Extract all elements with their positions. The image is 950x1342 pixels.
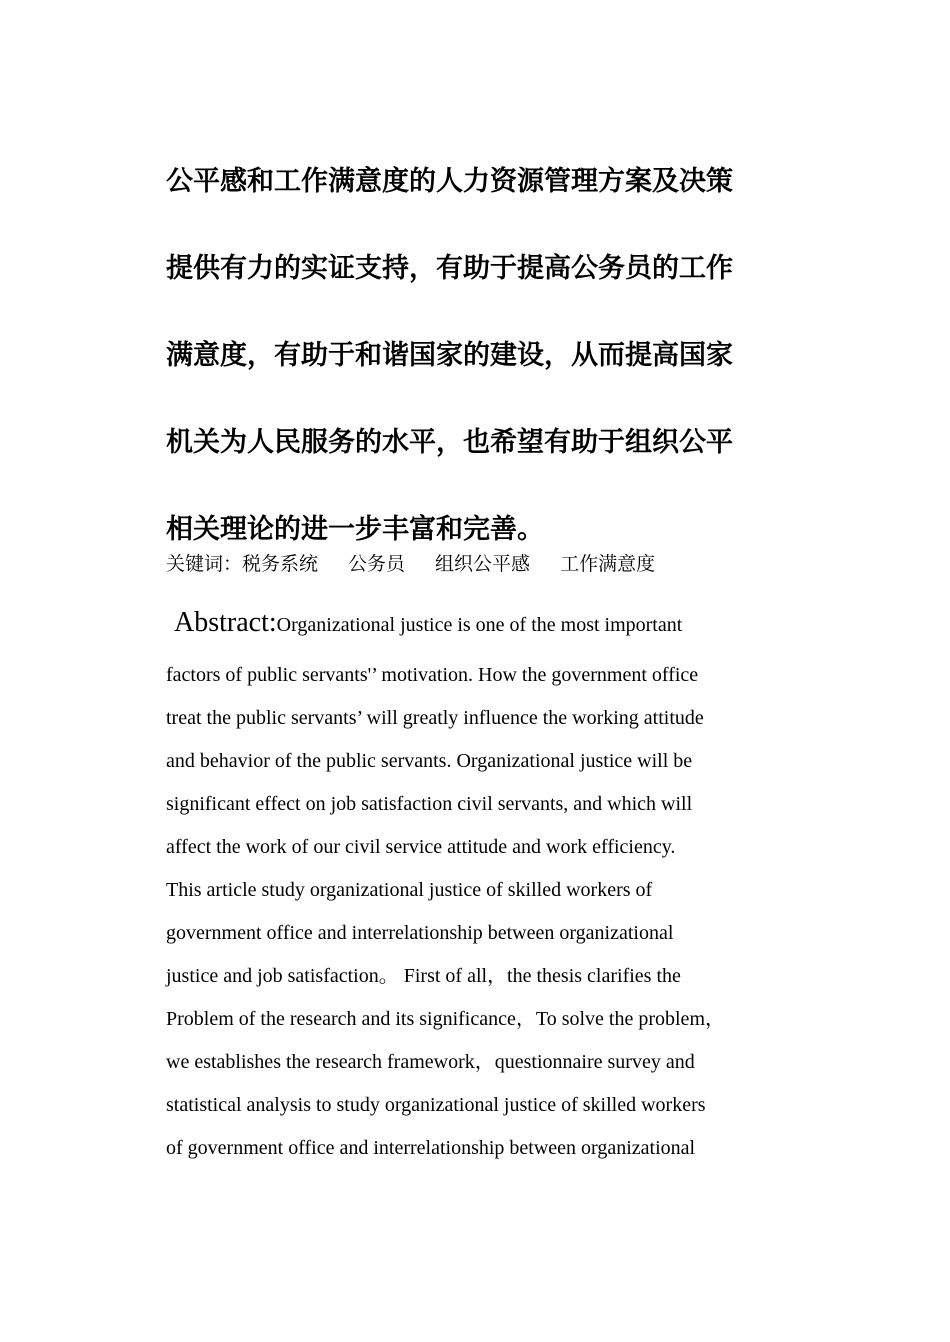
chinese-paragraph [166, 138, 796, 573]
keyword-item: 组织公平感 [435, 553, 531, 575]
chinese-paragraph-line: 机关为人民服务的水平，也希望有助于组织公平 [166, 427, 733, 458]
keywords-label: 关键词： [166, 553, 243, 575]
abstract-line: treat the public servants’ will greatly influence the working attitude [166, 707, 704, 729]
abstract-line: affect the work of our civil service attitude and work efficiency. [166, 836, 676, 858]
abstract-line: and behavior of the public servants. Organizational justice will be [166, 750, 693, 772]
abstract-section [166, 598, 806, 1170]
chinese-paragraph-line: 提供有力的实证支持，有助于提高公务员的工作 [166, 253, 733, 284]
keyword-item: 公务员 [348, 553, 406, 575]
abstract-line: statistical analysis to study organizational justice of skilled workers [166, 1094, 706, 1116]
abstract-line: significant effect on job satisfaction civil servants, and which will [166, 793, 693, 815]
keyword-item: 税务系统 [242, 553, 319, 575]
abstract-line: This article study organizational justice of skilled workers of [166, 879, 653, 901]
abstract-heading: Abstract: [174, 607, 277, 638]
keyword-item: 工作满意度 [560, 553, 656, 575]
abstract-first-line [166, 598, 806, 648]
chinese-paragraph-line: 满意度，有助于和谐国家的建设，从而提高国家 [166, 340, 733, 371]
keywords-line [166, 549, 806, 579]
abstract-line: government office and interrelationship between organizational [166, 922, 674, 944]
abstract-line: we establishes the research framework，questionnaire survey and [166, 1051, 695, 1073]
abstract-text: Organizational justice is one of the most important [276, 614, 683, 636]
abstract-line: of government office and interrelationship between organizational [166, 1137, 696, 1159]
abstract-line: justice and job satisfaction。 First of all，the thesis clarifies the [166, 965, 681, 987]
chinese-paragraph-line: 公平感和工作满意度的人力资源管理方案及决策 [166, 166, 733, 197]
abstract-line: factors of public servants'’ motivation. How the government office [166, 664, 699, 686]
abstract-line: Problem of the research and its significance，To solve the problem， [166, 1008, 725, 1030]
chinese-paragraph-line: 相关理论的进一步丰富和完善。 [166, 514, 544, 545]
